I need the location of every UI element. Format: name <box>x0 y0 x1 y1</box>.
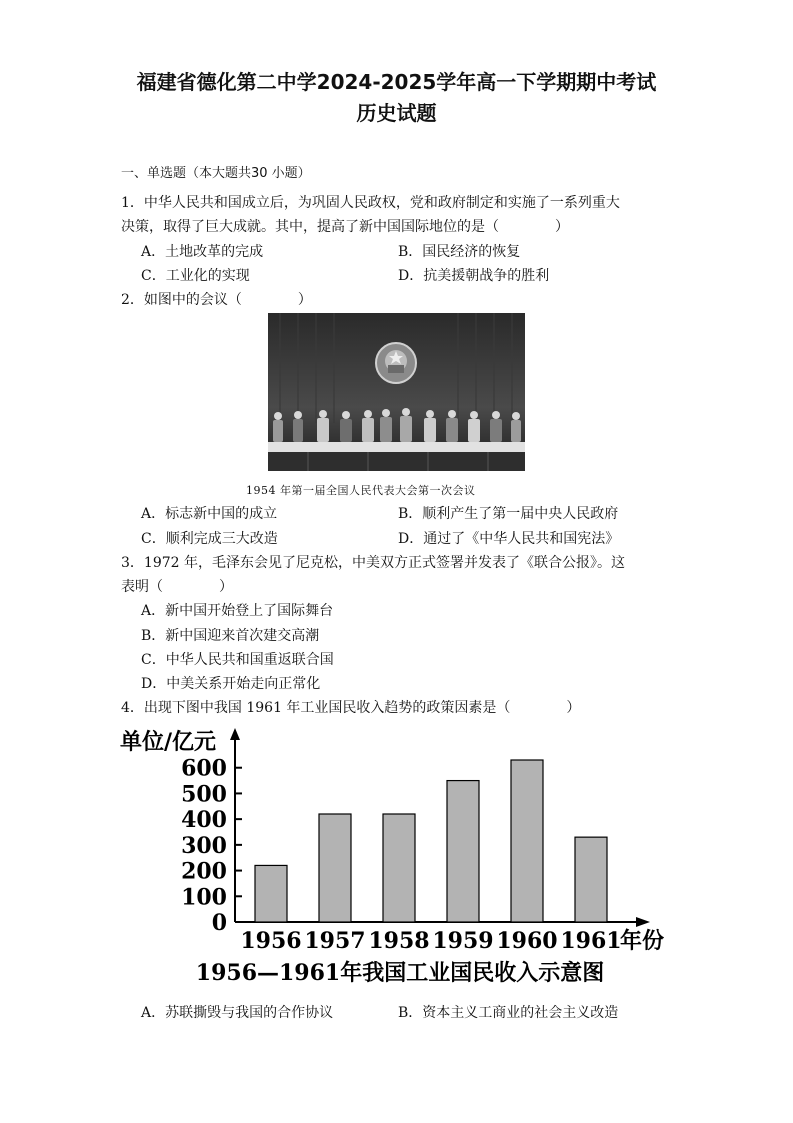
q2-option-a: A．标志新中国的成立 <box>141 506 278 522</box>
section-heading: 一、单选题（本大题共30 小题） <box>121 166 311 181</box>
page-subtitle: 历史试题 <box>356 101 437 125</box>
q3-stem-line2: 表明（ ） <box>121 579 233 595</box>
q1-option-a: A．土地改革的完成 <box>141 244 264 260</box>
income-bar-chart <box>110 722 690 992</box>
chart-x-tick-label: 1958 <box>368 928 430 954</box>
q1-stem-line2: 决策，取得了巨大成就。其中，提高了新中国国际地位的是（ ） <box>121 219 569 235</box>
chart-bar <box>511 760 543 922</box>
q2-stem: 2．如图中的会议（ ） <box>121 292 312 308</box>
q2-option-c: C．顺利完成三大改造 <box>141 531 278 547</box>
q1-stem-line1: 1．中华人民共和国成立后，为巩固人民政权，党和政府制定和实施了一系列重大 <box>121 195 620 211</box>
chart-x-tick-label: 1956 <box>240 928 302 954</box>
page-title: 福建省德化第二中学2024-2025学年高一下学期期中考试 <box>136 70 657 94</box>
q4-option-a: A．苏联撕毁与我国的合作协议 <box>141 1005 334 1021</box>
national-emblem-icon <box>376 343 416 383</box>
chart-x-axis-arrow <box>636 917 650 927</box>
congress-photo <box>268 313 525 471</box>
chart-y-tick-label: 100 <box>181 884 227 911</box>
q1-option-d: D．抗美援朝战争的胜利 <box>398 268 550 284</box>
chart-y-axis-label: 单位/亿元 <box>120 729 217 755</box>
chart-y-tick-label: 200 <box>181 858 227 885</box>
chart-title: 1956—1961年我国工业国民收入示意图 <box>195 960 605 986</box>
q1-option-b: B．国民经济的恢复 <box>398 244 521 260</box>
q2-option-b: B．顺利产生了第一届中央人民政府 <box>398 506 619 522</box>
chart-bar <box>383 814 415 922</box>
chart-x-tick-label: 1960 <box>496 928 558 954</box>
chart-y-tick-label: 400 <box>181 807 227 834</box>
chart-bar <box>447 781 479 922</box>
q3-option-a: A．新中国开始登上了国际舞台 <box>141 603 334 619</box>
q2-option-d: D．通过了《中华人民共和国宪法》 <box>398 531 620 547</box>
chart-x-tick-label: 1957 <box>304 928 366 954</box>
chart-x-tick-label: 1959 <box>432 928 494 954</box>
chart-bar <box>255 865 287 922</box>
q1-option-c: C．工业化的实现 <box>141 268 250 284</box>
q3-stem-line1: 3．1972 年，毛泽东会见了尼克松，中美双方正式签署并发表了《联合公报》。这 <box>121 555 625 571</box>
chart-bar <box>575 837 607 922</box>
q3-option-c: C．中华人民共和国重返联合国 <box>141 652 334 668</box>
chart-y-tick-label: 500 <box>181 781 227 808</box>
q4-stem: 4．出现下图中我国 1961 年工业国民收入趋势的政策因素是（ ） <box>121 700 581 716</box>
chart-y-tick-label: 0 <box>211 910 227 936</box>
q4-option-b: B．资本主义工商业的社会主义改造 <box>398 1005 619 1021</box>
chart-y-tick-label: 600 <box>181 755 227 782</box>
q3-option-b: B．新中国迎来首次建交高潮 <box>141 628 320 644</box>
chart-y-axis-arrow <box>230 728 240 740</box>
q3-option-d: D．中美关系开始走向正常化 <box>141 676 321 692</box>
chart-y-tick-label: 300 <box>181 832 227 859</box>
chart-bar <box>319 814 351 922</box>
photo-caption: 1954 年第一届全国人民代表大会第一次会议 <box>246 484 476 497</box>
chart-x-axis-label: 年份 <box>620 928 665 954</box>
chart-x-tick-label: 1961 <box>560 928 622 954</box>
